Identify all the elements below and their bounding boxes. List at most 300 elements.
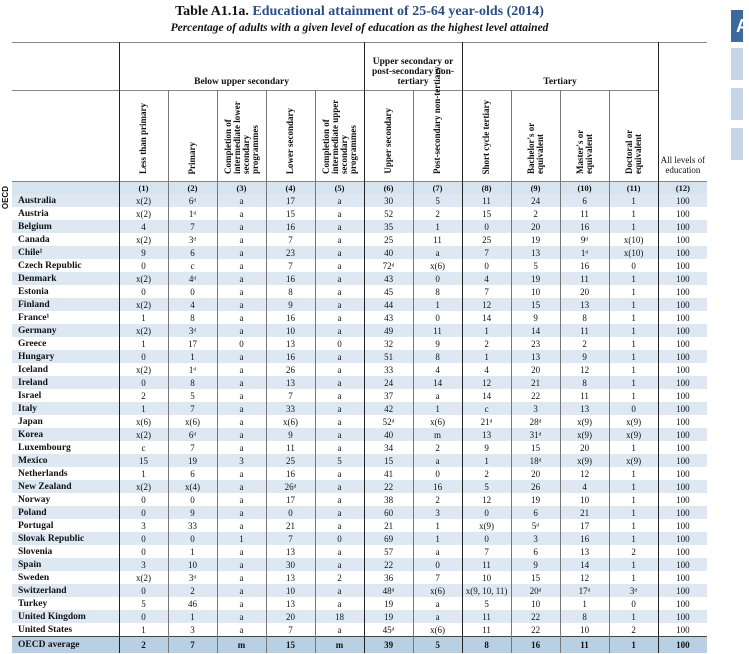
value-cell: 100 <box>658 311 707 324</box>
value-cell: a <box>315 480 364 493</box>
value-cell: 8 <box>462 637 511 654</box>
value-cell: 3 <box>413 506 462 519</box>
value-cell: 5 <box>315 454 364 467</box>
country-name: Belgium <box>12 220 119 233</box>
country-name: Chile¹ <box>12 246 119 259</box>
table-row <box>12 285 707 298</box>
table-row <box>12 259 707 272</box>
value-cell: 46 <box>168 597 217 610</box>
value-cell: 100 <box>658 454 707 467</box>
value-cell: 19 <box>511 493 560 506</box>
value-cell: 100 <box>658 259 707 272</box>
table-title-text: Educational attainment of 25-64 year-olds (2014) <box>252 4 544 19</box>
value-cell: 0 <box>315 337 364 350</box>
value-cell: 100 <box>658 506 707 519</box>
value-cell: 11 <box>462 194 511 207</box>
value-cell: 1 <box>609 363 658 376</box>
value-cell: 5 <box>168 389 217 402</box>
col-number: (10) <box>560 182 609 195</box>
group-upper-secondary: Upper secondary or post-secondary non-tertiary <box>364 43 462 91</box>
value-cell: 13 <box>266 337 315 350</box>
value-cell: 8 <box>266 285 315 298</box>
value-cell: a <box>315 402 364 415</box>
value-cell: 1 <box>609 311 658 324</box>
value-cell: a <box>217 428 266 441</box>
col-number: (12) <box>658 182 707 195</box>
value-cell: x(6) <box>168 415 217 428</box>
value-cell: 4 <box>462 363 511 376</box>
value-cell: 100 <box>658 558 707 571</box>
value-cell: 11 <box>462 623 511 637</box>
value-cell: a <box>217 194 266 207</box>
column-number-row <box>12 182 707 195</box>
value-cell: x(2) <box>119 233 168 246</box>
value-cell: 33 <box>168 519 217 532</box>
header-col-10 <box>560 91 609 182</box>
value-cell: 1 <box>168 610 217 623</box>
value-cell: 0 <box>462 259 511 272</box>
value-cell: 15 <box>462 207 511 220</box>
group-below-upper-secondary: Below upper secondary <box>119 43 364 91</box>
value-cell: 100 <box>658 207 707 220</box>
value-cell: 11 <box>560 272 609 285</box>
value-cell: 3ᵈ <box>168 233 217 246</box>
value-cell: a <box>217 610 266 623</box>
table-row <box>12 545 707 558</box>
value-cell: 1 <box>609 194 658 207</box>
value-cell: 10 <box>511 285 560 298</box>
value-cell: 1 <box>609 467 658 480</box>
value-cell: x(10) <box>609 246 658 259</box>
country-name: Portugal <box>18 520 54 531</box>
table-row <box>12 363 707 376</box>
value-cell: 1 <box>609 519 658 532</box>
value-cell: 1 <box>609 389 658 402</box>
value-cell: 6 <box>168 246 217 259</box>
value-cell: 39 <box>364 637 413 654</box>
value-cell: 1 <box>168 545 217 558</box>
value-cell: 6 <box>560 194 609 207</box>
value-cell: a <box>217 207 266 220</box>
value-cell: 14 <box>462 389 511 402</box>
value-cell: 8 <box>413 350 462 363</box>
value-cell: x(6) <box>413 584 462 597</box>
chapter-tab-letter: A <box>736 16 749 36</box>
value-cell: 20 <box>511 220 560 233</box>
value-cell: 8 <box>168 376 217 389</box>
value-cell: 16 <box>560 532 609 545</box>
value-cell: 14 <box>511 324 560 337</box>
value-cell: 1 <box>609 220 658 233</box>
chapter-tab-a[interactable] <box>731 10 749 42</box>
value-cell: a <box>315 194 364 207</box>
value-cell: 43 <box>364 311 413 324</box>
value-cell: 9 <box>266 428 315 441</box>
country-name: Switzerland <box>12 584 119 597</box>
value-cell: 7 <box>266 532 315 545</box>
value-cell: a <box>315 597 364 610</box>
value-cell: a <box>217 246 266 259</box>
value-cell: a <box>217 415 266 428</box>
header-col-11 <box>609 91 658 182</box>
value-cell: 2 <box>119 637 168 654</box>
value-cell: 1 <box>609 506 658 519</box>
value-cell: 0 <box>119 376 168 389</box>
value-cell: 0 <box>119 259 168 272</box>
value-cell: 0 <box>119 493 168 506</box>
value-cell: 100 <box>658 285 707 298</box>
value-cell: a <box>315 558 364 571</box>
value-cell: a <box>217 389 266 402</box>
value-cell: 100 <box>658 389 707 402</box>
value-cell: 0 <box>609 259 658 272</box>
value-cell: 13 <box>462 428 511 441</box>
value-cell: 10 <box>560 493 609 506</box>
value-cell: 0 <box>119 610 168 623</box>
country-name: Ireland <box>12 376 119 389</box>
value-cell: 16 <box>266 467 315 480</box>
chapter-tab[interactable] <box>731 48 743 80</box>
value-cell: 0 <box>119 545 168 558</box>
value-cell: 22 <box>511 623 560 637</box>
header-col-6-label: Upper secondary <box>383 108 394 174</box>
value-cell: x(2) <box>119 298 168 311</box>
table-body <box>12 194 707 653</box>
value-cell: 16 <box>266 272 315 285</box>
value-cell: 35 <box>364 220 413 233</box>
value-cell: 13 <box>560 298 609 311</box>
value-cell: 100 <box>658 584 707 597</box>
value-cell: 21 <box>364 519 413 532</box>
value-cell: 2 <box>413 207 462 220</box>
col-number: (9) <box>511 182 560 195</box>
col-number: (7) <box>413 182 462 195</box>
value-cell: 12 <box>462 298 511 311</box>
country-name: Greece <box>18 338 47 349</box>
value-cell: 1 <box>609 493 658 506</box>
value-cell: 16 <box>413 480 462 493</box>
value-cell: 0 <box>168 493 217 506</box>
header-col-7-label: Post-secondary non-tertiary <box>432 66 443 174</box>
value-cell: 2 <box>511 207 560 220</box>
value-cell: 41 <box>364 467 413 480</box>
value-cell: a <box>217 467 266 480</box>
value-cell: 8 <box>560 311 609 324</box>
value-cell: a <box>315 389 364 402</box>
col-number: (5) <box>315 182 364 195</box>
value-cell: 0 <box>119 350 168 363</box>
value-cell: x(10) <box>609 233 658 246</box>
value-cell: x(2) <box>119 480 168 493</box>
value-cell: 10 <box>266 584 315 597</box>
value-cell: x(9, 10, 11) <box>462 584 511 597</box>
value-cell: 9ᵈ <box>560 233 609 246</box>
country-name: Korea <box>12 428 119 441</box>
country-name: Denmark <box>12 272 119 285</box>
value-cell: m <box>315 637 364 654</box>
value-cell: 0 <box>119 506 168 519</box>
value-cell: 12 <box>560 363 609 376</box>
value-cell: 1 <box>609 637 658 654</box>
value-cell: 3 <box>511 402 560 415</box>
value-cell: a <box>217 493 266 506</box>
country-name: Italy <box>12 402 119 415</box>
value-cell: a <box>315 363 364 376</box>
value-cell: a <box>217 272 266 285</box>
value-cell: 15 <box>511 298 560 311</box>
value-cell: a <box>217 311 266 324</box>
value-cell: 17ᵈ <box>560 584 609 597</box>
value-cell: 4ᵈ <box>168 272 217 285</box>
value-cell: 0 <box>119 285 168 298</box>
country-name: Germany <box>12 324 119 337</box>
table-number: Table A1.1a. <box>175 4 249 19</box>
value-cell: a <box>315 207 364 220</box>
header-col-8 <box>462 91 511 182</box>
value-cell: 0 <box>168 285 217 298</box>
value-cell: 13 <box>266 545 315 558</box>
value-cell: 1 <box>609 558 658 571</box>
value-cell: 10 <box>266 324 315 337</box>
value-cell: 19 <box>364 597 413 610</box>
value-cell: 69 <box>364 532 413 545</box>
value-cell: 11 <box>560 389 609 402</box>
country-name: France¹ <box>18 312 50 323</box>
value-cell: 17 <box>560 519 609 532</box>
value-cell: 13 <box>560 545 609 558</box>
table-row <box>12 610 707 623</box>
table-row <box>12 220 707 233</box>
value-cell: 10 <box>168 558 217 571</box>
value-cell: 26ᵈ <box>266 480 315 493</box>
value-cell: 12 <box>560 571 609 584</box>
value-cell: 49 <box>364 324 413 337</box>
value-cell: 8 <box>168 311 217 324</box>
value-cell: a <box>315 519 364 532</box>
value-cell: 13 <box>511 246 560 259</box>
value-cell: 18 <box>315 610 364 623</box>
value-cell: 100 <box>658 597 707 610</box>
value-cell: 30 <box>266 558 315 571</box>
country-name: OECD average <box>12 637 119 654</box>
value-cell: a <box>217 571 266 584</box>
side-tabs <box>731 0 749 654</box>
header-country <box>12 91 119 182</box>
value-cell: 1 <box>609 532 658 545</box>
value-cell: 7 <box>462 285 511 298</box>
value-cell: 100 <box>658 415 707 428</box>
value-cell: 100 <box>658 532 707 545</box>
value-cell: 100 <box>658 441 707 454</box>
value-cell: a <box>217 480 266 493</box>
table-row <box>12 428 707 441</box>
value-cell: 26 <box>266 363 315 376</box>
header-col-7 <box>413 66 462 182</box>
value-cell: 9 <box>119 246 168 259</box>
header-blank <box>12 43 119 91</box>
value-cell: 100 <box>658 194 707 207</box>
table-row <box>12 402 707 415</box>
value-cell: 45 <box>364 285 413 298</box>
value-cell: 2 <box>413 441 462 454</box>
value-cell: 9 <box>413 337 462 350</box>
value-cell: 25 <box>266 454 315 467</box>
table-subtitle: Percentage of adults with a given level of education as the highest level attained <box>170 22 549 34</box>
value-cell: x(9) <box>560 428 609 441</box>
value-cell: a <box>217 350 266 363</box>
value-cell: 52 <box>364 207 413 220</box>
value-cell: 100 <box>658 493 707 506</box>
value-cell: x(6) <box>266 415 315 428</box>
country-name: Poland <box>12 506 119 519</box>
value-cell: 7 <box>266 623 315 637</box>
value-cell: 0 <box>119 532 168 545</box>
value-cell: a <box>217 220 266 233</box>
value-cell: 3 <box>168 623 217 637</box>
table-row <box>12 324 707 337</box>
value-cell: 7 <box>168 637 217 654</box>
value-cell: 100 <box>658 623 707 637</box>
table-title <box>12 4 707 20</box>
value-cell: a <box>217 376 266 389</box>
value-cell: 100 <box>658 246 707 259</box>
value-cell: 22 <box>511 389 560 402</box>
value-cell: 6 <box>511 506 560 519</box>
value-cell: 9 <box>168 506 217 519</box>
value-cell: a <box>315 441 364 454</box>
value-cell: 40 <box>364 246 413 259</box>
country-name: Sweden <box>18 572 50 583</box>
value-cell: x(9) <box>609 415 658 428</box>
col-number: (6) <box>364 182 413 195</box>
value-cell: 14 <box>413 376 462 389</box>
country-name: Mexico <box>12 454 119 467</box>
value-cell: 1 <box>609 272 658 285</box>
value-cell: 5 <box>511 259 560 272</box>
value-cell: x(9) <box>609 428 658 441</box>
table-row <box>12 532 707 545</box>
value-cell: a <box>217 402 266 415</box>
value-cell: 7 <box>266 389 315 402</box>
value-cell: a <box>217 584 266 597</box>
value-cell: 1 <box>119 467 168 480</box>
value-cell: 5 <box>413 637 462 654</box>
value-cell: a <box>315 584 364 597</box>
value-cell: 100 <box>658 298 707 311</box>
country-name: Slovenia <box>18 546 53 557</box>
value-cell: 0 <box>462 506 511 519</box>
table-row <box>12 558 707 571</box>
value-cell: a <box>315 285 364 298</box>
value-cell: 25 <box>364 233 413 246</box>
value-cell: 1 <box>609 350 658 363</box>
value-cell: 38 <box>364 493 413 506</box>
value-cell: a <box>315 311 364 324</box>
country-name: New Zealand <box>12 480 119 493</box>
table-row <box>12 493 707 506</box>
value-cell: a <box>217 285 266 298</box>
value-cell: 0 <box>315 532 364 545</box>
value-cell: 100 <box>658 545 707 558</box>
value-cell: 31ᵈ <box>511 428 560 441</box>
value-cell: 3 <box>511 532 560 545</box>
value-cell: 1 <box>609 376 658 389</box>
value-cell: 15 <box>266 637 315 654</box>
chapter-tab[interactable] <box>731 88 743 120</box>
table-row <box>12 376 707 389</box>
value-cell: 22 <box>364 480 413 493</box>
value-cell: 100 <box>658 350 707 363</box>
value-cell: 7 <box>266 233 315 246</box>
value-cell: 1 <box>609 441 658 454</box>
chapter-tab[interactable] <box>731 128 743 160</box>
value-cell: 20 <box>511 363 560 376</box>
header-col-8-label: Short cycle tertiary <box>481 99 492 174</box>
value-cell: 23 <box>511 337 560 350</box>
table-row <box>12 597 707 610</box>
value-cell: 2 <box>119 389 168 402</box>
value-cell: a <box>315 545 364 558</box>
value-cell: x(9) <box>560 415 609 428</box>
value-cell: 5 <box>462 597 511 610</box>
value-cell: 1 <box>609 207 658 220</box>
value-cell: 45ᵈ <box>364 623 413 637</box>
value-cell: 1 <box>560 597 609 610</box>
value-cell: a <box>413 610 462 623</box>
value-cell: 6ᵈ <box>168 428 217 441</box>
country-name: Austria <box>18 208 49 219</box>
table-row <box>12 194 707 207</box>
value-cell: x(2) <box>119 272 168 285</box>
value-cell: 1 <box>119 402 168 415</box>
header-col-1 <box>119 91 168 182</box>
value-cell: 0 <box>413 467 462 480</box>
value-cell: 4 <box>560 480 609 493</box>
value-cell: 0 <box>168 532 217 545</box>
value-cell: 32 <box>364 337 413 350</box>
value-cell: 5 <box>462 480 511 493</box>
value-cell: 30 <box>364 194 413 207</box>
value-cell: 17 <box>266 493 315 506</box>
value-cell: 16 <box>560 259 609 272</box>
value-cell: 19 <box>364 610 413 623</box>
value-cell: 11 <box>560 324 609 337</box>
value-cell: a <box>217 623 266 637</box>
value-cell: a <box>217 363 266 376</box>
header-col-5-label: Completion of intermediate upper secondary programmes <box>320 99 358 174</box>
col-number: (8) <box>462 182 511 195</box>
header-col-4-label: Lower secondary <box>285 107 295 174</box>
value-cell: 100 <box>658 272 707 285</box>
value-cell: 6 <box>168 467 217 480</box>
value-cell: 9 <box>560 350 609 363</box>
country-name: Australia <box>12 194 119 207</box>
country-name: Netherlands <box>18 468 68 479</box>
value-cell: 3ᵈ <box>609 584 658 597</box>
value-cell: 1 <box>462 454 511 467</box>
country-name: Hungary <box>12 350 119 363</box>
header-col-9 <box>511 91 560 182</box>
value-cell: 1 <box>168 350 217 363</box>
value-cell: a <box>217 259 266 272</box>
value-cell: 100 <box>658 363 707 376</box>
value-cell: 51 <box>364 350 413 363</box>
value-cell: 1 <box>609 337 658 350</box>
table-row <box>12 623 707 637</box>
header-col-3 <box>217 91 266 182</box>
table-row <box>12 337 707 350</box>
country-name: Iceland <box>18 364 49 375</box>
